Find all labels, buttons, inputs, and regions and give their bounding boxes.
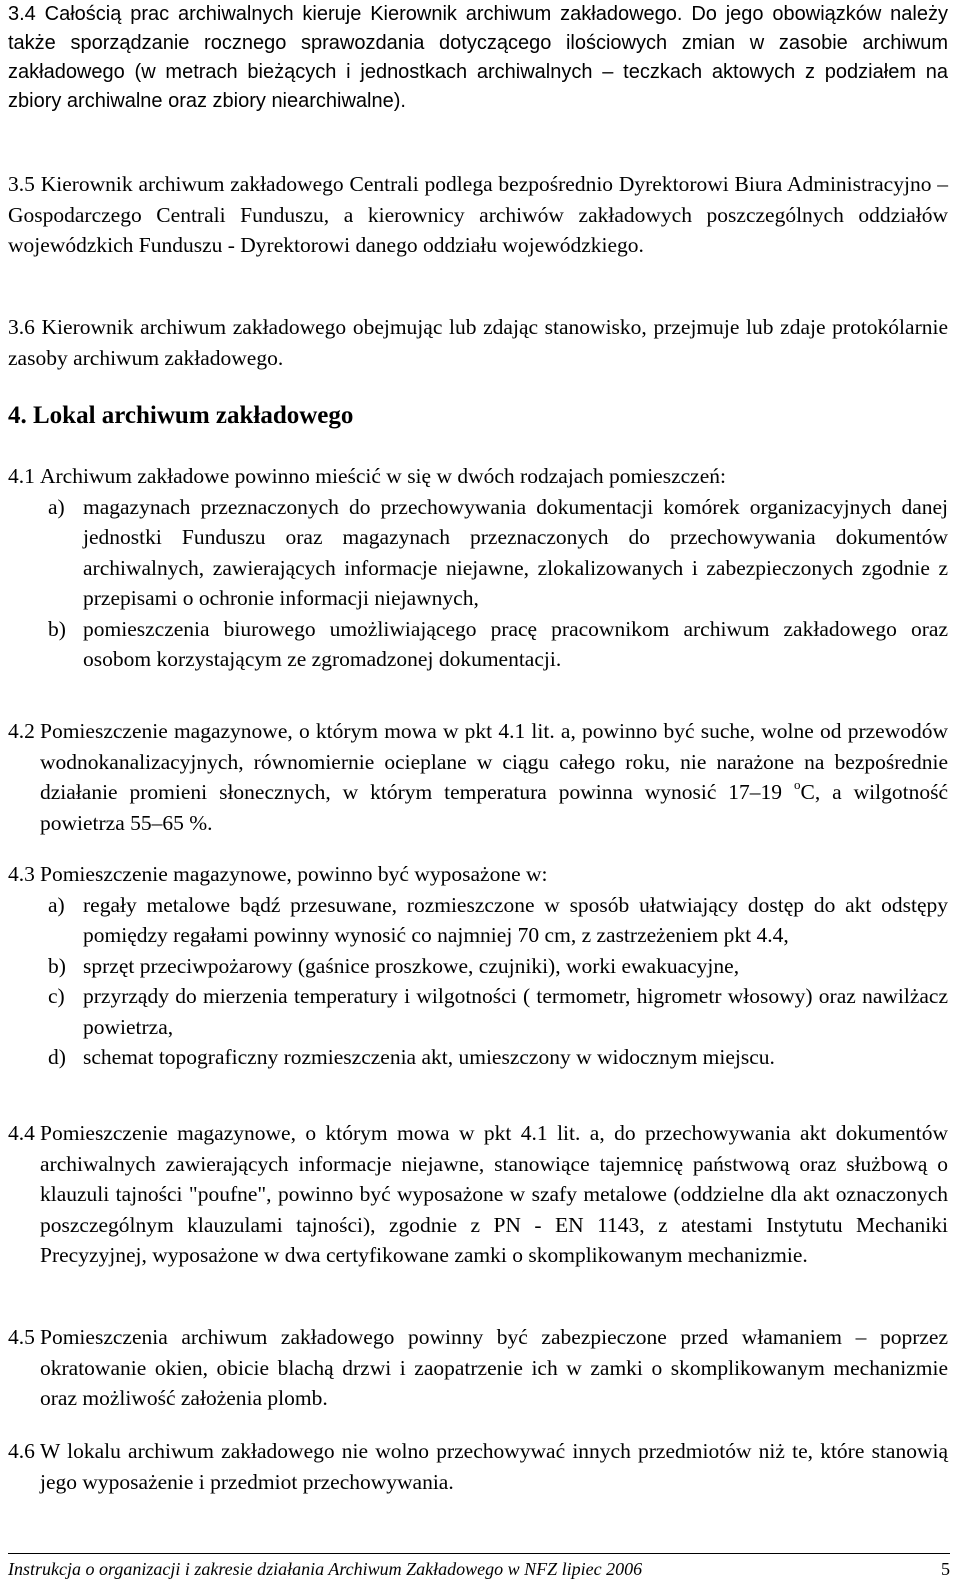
list-item (8, 951, 948, 982)
section-number: 4.2 (8, 719, 35, 743)
section-heading-4: 4. Lokal archiwum zakładowego (8, 402, 354, 429)
section-text: Pomieszczenia archiwum zakładowego powinny być zabezpieczone przed włamaniem – poprzez okratowanie okien, obicie blachą drzwi i zaopatrzenie ich w zamki o skomplikowanym mechanizmie oraz możliwość założenia plomb. (40, 1325, 948, 1410)
page-number: 5 (941, 1559, 950, 1579)
section-number: 4.3 (8, 862, 35, 886)
list-item-text: sprzęt przeciwpożarowy (gaśnice proszkowe, czujniki), worki ewakuacyjne, (83, 953, 740, 978)
section-number: 4.1 (8, 464, 35, 488)
section-text: Archiwum zakładowe powinno mieścić w się w dwóch rodzajach pomieszczeń: (40, 464, 726, 488)
section-4-3 (8, 859, 948, 1073)
list-marker: a) (48, 494, 65, 519)
section-text: Pomieszczenie magazynowe, o którym mowa w pkt 4.1 lit. a, do przechowywania akt dokumentów archiwalnych zawierających informacje niejawne, stanowiące tajemnicę państwową oraz służbową o klauzuli tajności "poufne", powinno być wyposażone w szafy metalowe (oddzielne dla akt oznaczonych poszczególnym klauzulami tajności), zgodnie z PN - EN 1143, z atestami Instytutu Mechaniki Precyzyjnej, wyposażone w dwa certyfikowane zamki o skomplikowanym mechanizmie. (40, 1121, 948, 1267)
list-item-text: pomieszczenia biurowego umożliwiającego pracę pracownikom archiwum zakładowego oraz osobom korzystającym ze zgromadzonej dokumentacji. (83, 616, 948, 671)
list-item (8, 981, 948, 1042)
list-item-text: magazynach przeznaczonych do przechowywania dokumentacji komórek organizacyjnych danej jednostki Funduszu oraz magazynach przeznaczonych do przechowywania dokumentów archiwalnych, zawierających informacje niejawne, zlokalizowanych i zabezpieczonych zgodnie z przepisami o ochronie informacji niejawnych, (83, 494, 948, 610)
list-item (8, 890, 948, 951)
section-4-4 (8, 1118, 948, 1271)
section-number: 3.6 (8, 315, 35, 339)
list-marker: d) (48, 1045, 66, 1069)
list-item-text: przyrządy do mierzenia temperatury i wilgotności ( termometr, higrometr włosowy) oraz nawilżacz powietrza, (83, 984, 948, 1039)
section-4-6 (8, 1436, 948, 1497)
section-text: Całością prac archiwalnych kieruje Kierownik archiwum zakładowego. Do jego obowiązków należy także sporządzanie rocznego sprawozdania dotyczącego ilościowych zmian w zasobie archiwum zakładowego (w metrach bieżących i jednostkach archiwalnych – teczkach aktowych z podziałem na zbiory archiwalne oraz zbiory niearchiwalne). (8, 3, 948, 112)
section-text: Kierownik archiwum zakładowego Centrali podlega bezpośrednio Dyrektorowi Biura Administracyjno – Gospodarczego Centrali Funduszu, a kierownicy archiwów zakładowych poszczególnych oddziałów wojewódzkich Funduszu - Dyrektorowi danego oddziału wojewódzkiego. (8, 172, 949, 257)
list-marker: b) (48, 616, 66, 641)
section-text: W lokalu archiwum zakładowego nie wolno przechowywać innych przedmiotów niż te, które stanowią jego wyposażenie i przedmiot przechowywania. (40, 1439, 948, 1494)
section-number: 3.4 (8, 3, 36, 25)
section-text: Kierownik archiwum zakładowego obejmując lub zdając stanowisko, przejmuje lub zdaje protokólarnie zasoby archiwum zakładowego. (8, 315, 948, 370)
list-item-text: schemat topograficzny rozmieszczenia akt, umieszczony w widocznym miejscu. (83, 1045, 775, 1069)
section-3-5 (8, 169, 948, 261)
section-4-2 (8, 716, 948, 838)
section-3-6 (8, 312, 948, 373)
footer-divider (8, 1553, 950, 1554)
list-marker: b) (48, 953, 66, 978)
list-item-text: regały metalowe bądź przesuwane, rozmieszczone w sposób ułatwiający dostęp do akt odstępy pomiędzy regałami powinny wynosić co najmniej 70 cm, z zastrzeżeniem pkt 4.4, (83, 892, 948, 947)
list-marker: c) (48, 984, 65, 1008)
section-number: 4.5 (8, 1325, 35, 1349)
list-item (8, 1042, 948, 1073)
list-marker: a) (48, 892, 65, 917)
list-item (8, 492, 948, 614)
section-3-4 (8, 0, 948, 116)
section-text: Pomieszczenie magazynowe, powinno być wyposażone w: (40, 862, 548, 886)
footer-text: Instrukcja o organizacji i zakresie działania Archiwum Zakładowego w NFZ lipiec 2006 (8, 1559, 643, 1579)
section-number: 3.5 (8, 172, 35, 196)
section-number: 4.6 (8, 1439, 35, 1463)
list-item (8, 614, 948, 675)
section-text: Pomieszczenie magazynowe, o którym mowa w pkt 4.1 lit. a, powinno być suche, wolne od przewodów wodnokanalizacyjnych, równomiernie ocieplane w ciągu całego roku, nie narażone na bezpośrednie działanie promieni słonecznych, w którym temperatura powinna wynosić 17–19 (40, 719, 948, 804)
section-4-5 (8, 1322, 948, 1414)
section-number: 4.4 (8, 1121, 35, 1145)
degree-superscript: o (794, 776, 801, 792)
section-text-end: C, a wilgotność powietrza 55–65 %. (40, 780, 948, 835)
section-4-1 (8, 461, 948, 675)
